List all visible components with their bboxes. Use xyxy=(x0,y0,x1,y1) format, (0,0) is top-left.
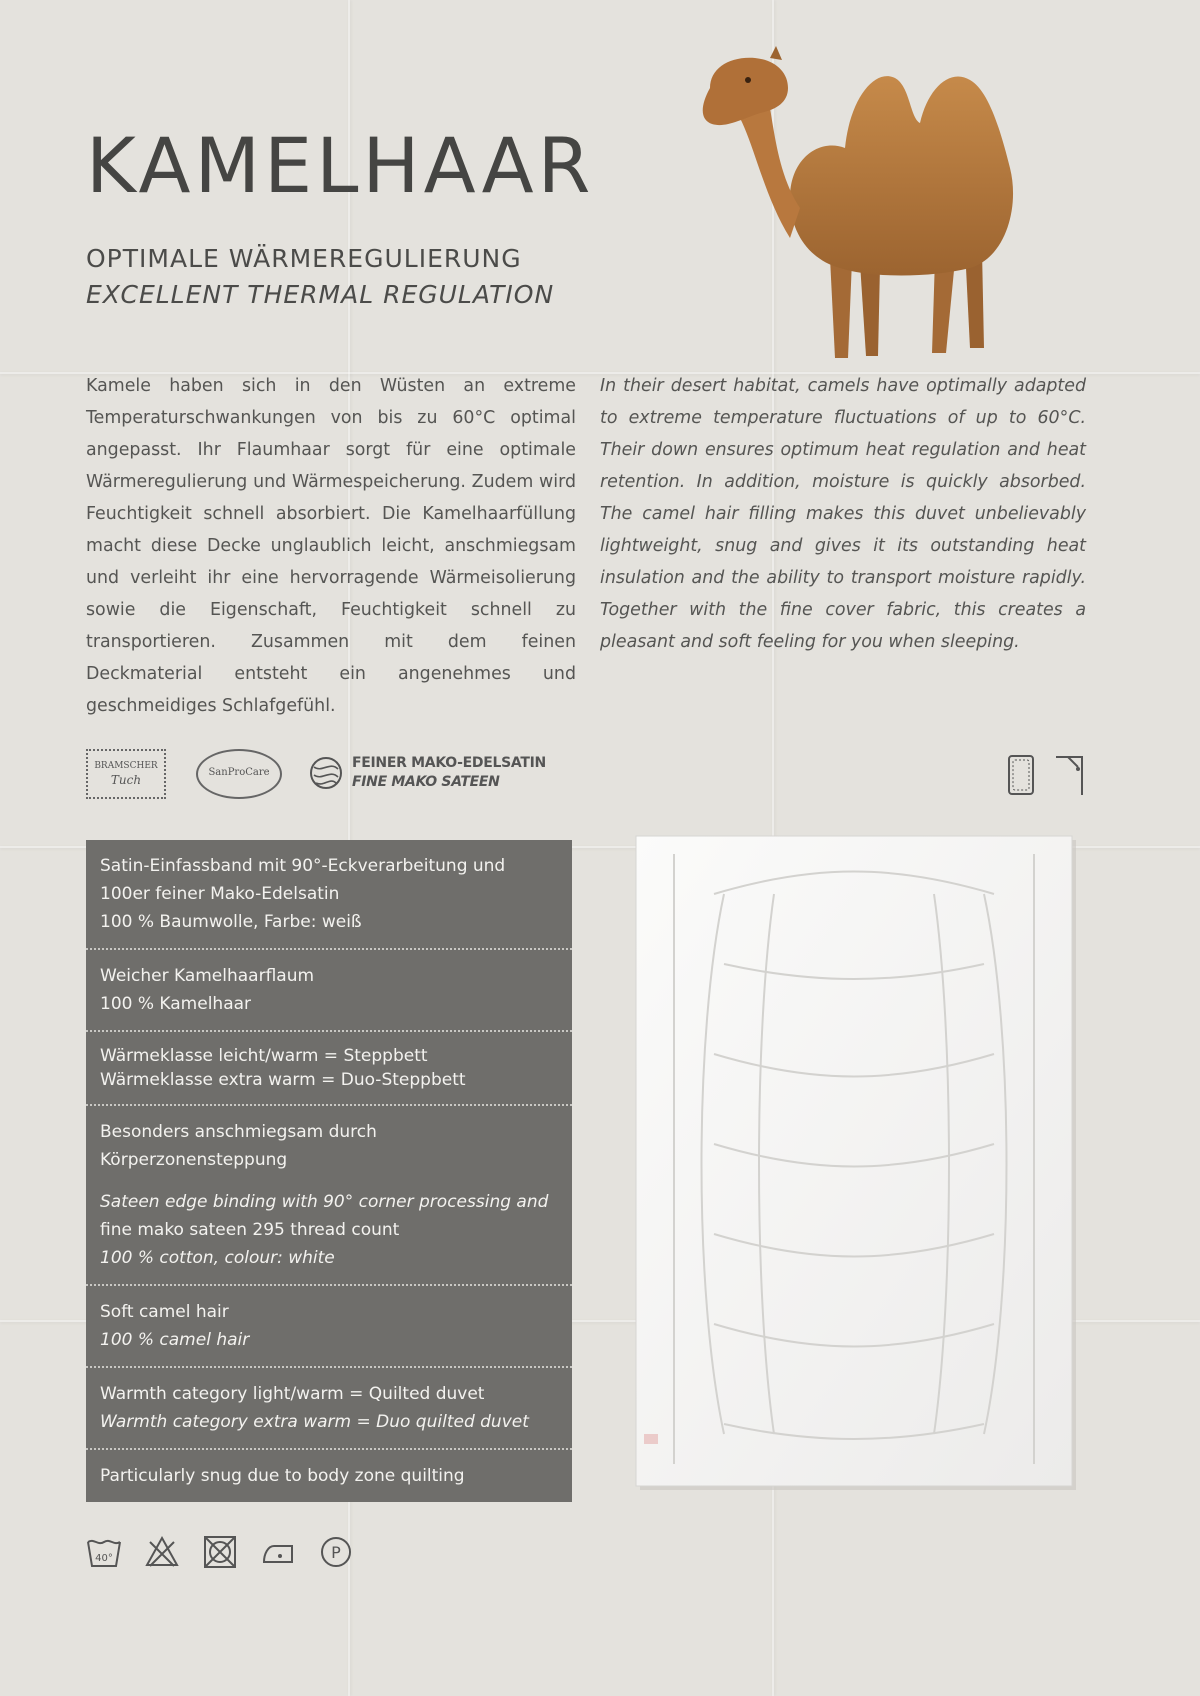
spec-line: fine mako sateen 295 thread count xyxy=(100,1220,400,1240)
spec-line: Warmth category light/warm = Quilted duvet xyxy=(100,1384,485,1404)
care-symbols xyxy=(86,1534,386,1570)
bramscher-logo xyxy=(86,749,166,799)
spec-line: Satin-Einfassband mit 90°-Eckverarbeitung und xyxy=(100,856,506,876)
spec-row xyxy=(86,1286,572,1368)
corner-icon xyxy=(1054,753,1084,797)
bramscher-sublabel: Tuch xyxy=(110,772,142,787)
spec-row xyxy=(86,1032,572,1106)
spec-line: Weicher Kamelhaarflaum xyxy=(100,966,315,986)
spec-row xyxy=(86,840,572,950)
description-en: In their desert habitat, camels have optimally adapted to extreme temperature fluctuations of up to 60°C. Their down ensures optimum heat regulation and heat retention. In addition, moisture is quickly absorbed. The camel hair filling makes this duvet unbelievably lightweight, snug and gives it its outstanding heat insulation and the ability to transport moisture rapidly. Together with the fine cover fabric, this creates a pleasant and soft feeling for you when sleeping. xyxy=(600,376,1086,652)
spec-line: 100 % cotton, colour: white xyxy=(100,1248,335,1268)
duvet-image xyxy=(634,834,1082,1496)
spec-line: Particularly snug due to body zone quilting xyxy=(100,1466,465,1486)
spec-line: Sateen edge binding with 90° corner processing and xyxy=(100,1192,549,1212)
description-de: Kamele haben sich in den Wüsten an extreme Temperaturschwankungen von bis zu 60°C optimal angepasst. Ihr Flaumhaar sorgt für eine optimale Wärmeregulierung und Wärmespeicherung. Zudem wird Feuchtigkeit schnell absorbiert. Die Kamelhaarfüllung macht diese Decke unglaublich leicht, anschmiegsam und verleiht ihr eine hervorragende Wärmeisolierung sowie die Eigenschaft, Feuchtigkeit schnell zu transportieren. Zusammen mit dem feinen Deckmaterial entsteht ein angenehmes und geschmeidiges Schlafgefühl. xyxy=(86,376,576,716)
sateen-yarn-icon xyxy=(306,753,346,793)
spec-row xyxy=(86,950,572,1032)
spec-line: Wärmeklasse extra warm = Duo-Steppbett xyxy=(100,1070,466,1090)
iron-icon xyxy=(260,1534,296,1570)
spec-row xyxy=(86,1106,572,1186)
sanprocare-logo xyxy=(196,749,282,799)
no-tumble-dry-icon xyxy=(202,1534,238,1570)
spec-line: Soft camel hair xyxy=(100,1302,229,1322)
dry-clean-label: P xyxy=(331,1543,341,1562)
spec-box-en xyxy=(86,1176,572,1502)
duvet-outline-icon xyxy=(1006,753,1036,797)
spec-line: 100er feiner Mako-Edelsatin xyxy=(100,884,340,904)
sanprocare-label: SanProCare xyxy=(208,767,270,778)
spec-line: 100 % Baumwolle, Farbe: weiß xyxy=(100,912,362,932)
dry-clean-p-icon xyxy=(318,1534,354,1570)
sateen-label xyxy=(352,754,546,792)
subtitle-de: OPTIMALE WÄRMEREGULIERUNG xyxy=(86,244,522,273)
spec-row xyxy=(86,1450,572,1502)
spec-box-de xyxy=(86,840,572,1186)
spec-row xyxy=(86,1176,572,1286)
wash-40-icon xyxy=(86,1534,122,1570)
spec-line: 100 % camel hair xyxy=(100,1330,250,1350)
spec-line: Besonders anschmiegsam durch Körperzonensteppung xyxy=(100,1122,377,1170)
sateen-label-en: FINE MAKO SATEEN xyxy=(352,774,500,790)
wash-temp: 40° xyxy=(95,1553,113,1564)
spec-row xyxy=(86,1368,572,1450)
no-bleach-icon xyxy=(144,1534,180,1570)
bramscher-label: BRAMSCHER xyxy=(94,761,158,771)
logo-row xyxy=(86,745,1086,805)
spec-line: Warmth category extra warm = Duo quilted duvet xyxy=(100,1412,529,1432)
camel-image xyxy=(670,28,1070,368)
sateen-label-de: FEINER MAKO-EDELSATIN xyxy=(352,755,546,771)
subtitle-en: EXCELLENT THERMAL REGULATION xyxy=(86,280,555,309)
spec-line: Wärmeklasse leicht/warm = Steppbett xyxy=(100,1046,428,1066)
spec-line: 100 % Kamelhaar xyxy=(100,994,252,1014)
page-title: KAMELHAAR xyxy=(86,121,595,210)
